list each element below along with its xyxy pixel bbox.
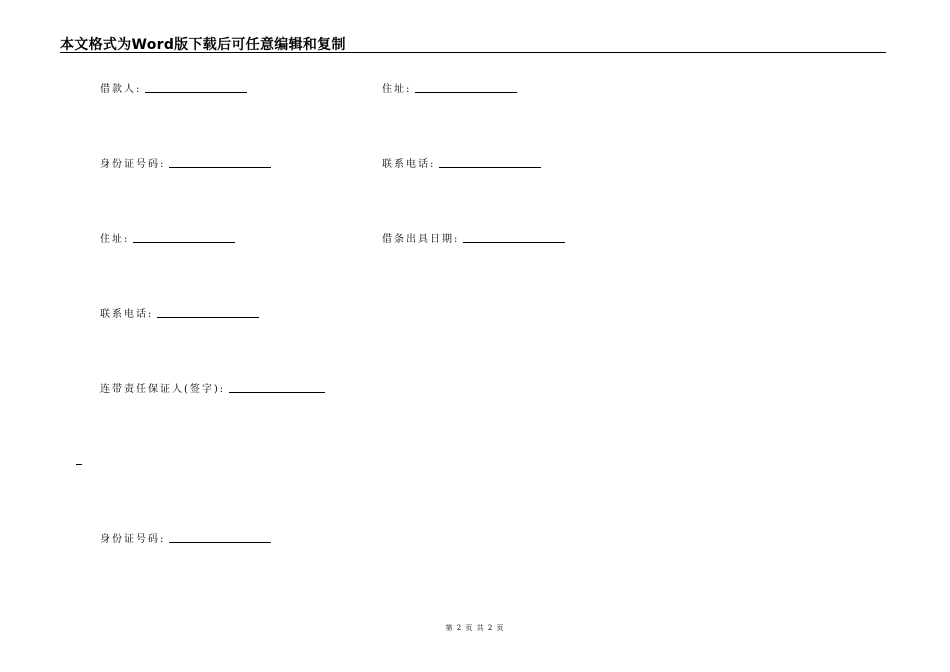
- borrower-label: 借款人:: [100, 84, 142, 95]
- issue-date-blank-line[interactable]: [463, 241, 565, 243]
- page-number-footer: 第 2 页 共 2 页: [445, 624, 505, 632]
- borrower-id-field: [100, 155, 271, 170]
- lender-phone-field: [100, 305, 259, 320]
- document-header-title: 本文格式为Word版下载后可任意编辑和复制: [60, 37, 346, 53]
- borrower-address-blank-line[interactable]: [415, 91, 517, 93]
- lender-address-field: [100, 230, 235, 245]
- guarantor-id-field: [100, 530, 271, 545]
- issue-date-label: 借条出具日期:: [382, 234, 460, 245]
- issue-date-field: [382, 230, 565, 245]
- header-divider: [60, 52, 886, 53]
- borrower-blank-line[interactable]: [145, 91, 247, 93]
- guarantor-id-label: 身份证号码:: [100, 534, 166, 545]
- lender-phone-blank-line[interactable]: [157, 316, 259, 318]
- borrower-phone-field: [382, 155, 541, 170]
- guarantor-field: [100, 380, 325, 395]
- lender-address-label: 住址:: [100, 234, 130, 245]
- guarantor-label: 连带责任保证人(签字):: [100, 384, 226, 395]
- guarantor-signature-blank-line[interactable]: [229, 391, 325, 393]
- lender-phone-label: 联系电话:: [100, 309, 154, 320]
- stray-dash-mark: [76, 464, 82, 465]
- borrower-phone-label: 联系电话:: [382, 159, 436, 170]
- guarantor-id-blank-line[interactable]: [169, 541, 271, 543]
- borrower-id-label: 身份证号码:: [100, 159, 166, 170]
- borrower-address-field: [382, 80, 517, 95]
- lender-address-blank-line[interactable]: [133, 241, 235, 243]
- borrower-field: [100, 80, 247, 95]
- borrower-address-label: 住址:: [382, 84, 412, 95]
- borrower-phone-blank-line[interactable]: [439, 166, 541, 168]
- borrower-id-blank-line[interactable]: [169, 166, 271, 168]
